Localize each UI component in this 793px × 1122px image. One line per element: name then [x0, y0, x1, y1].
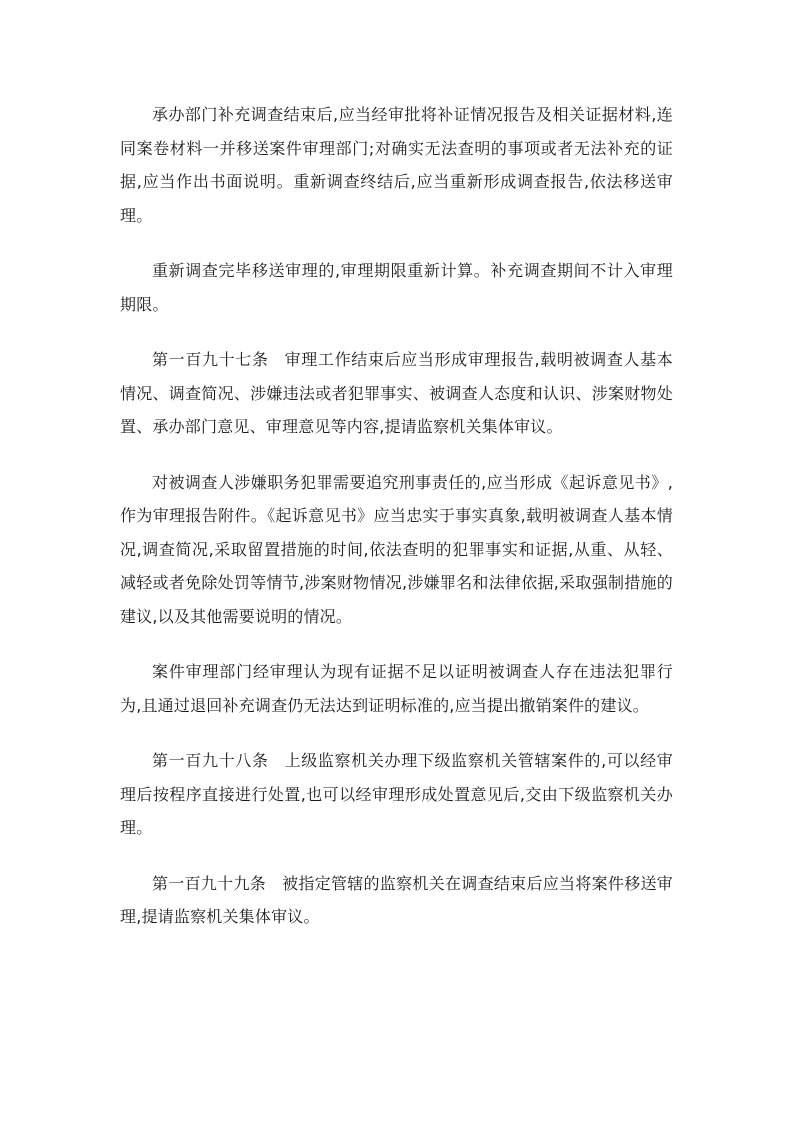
article-number: 第一百九十八条: [152, 751, 269, 770]
paragraph-2: [120, 254, 673, 321]
paragraph-text: 案件审理部门经审理认为现有证据不足以证明被调查人存在违法犯罪行为,且通过退回补充调查仍无法达到证明标准的,应当提出撤销案件的建议。: [120, 662, 673, 715]
paragraph-text: 审理工作结束后应当形成审理报告,载明被调查人基本情况、调查简况、涉嫌违法或者犯罪事实、被调查人态度和认识、涉案财物处置、承办部门意见、审理意见等内容,提请监察机关集体审议。: [120, 350, 674, 436]
paragraph-text: 上级监察机关办理下级监察机关管辖案件的,可以经审理后按程序直接进行处置,也可以经审理形成处置意见后,交由下级监察机关办理。: [120, 751, 674, 837]
article-198: [120, 744, 673, 845]
article-199: [120, 867, 673, 934]
paragraph-text: 被指定管辖的监察机关在调查结束后应当将案件移送审理,提请监察机关集体审议。: [120, 873, 673, 926]
paragraph-text: 重新调查完毕移送审理的,审理期限重新计算。补充调查期间不计入审理期限。: [120, 261, 673, 314]
paragraph-text: 承办部门补充调查结束后,应当经审批将补证情况报告及相关证据材料,连同案卷材料一并移送案件审理部门;对确实无法查明的事项或者无法补充的证据,应当作出书面说明。重新调查终结后,应当重新形成调查报告,依法移送审理。: [120, 105, 673, 225]
paragraph-5: [120, 655, 673, 722]
article-197: [120, 343, 673, 444]
paragraph-4: [120, 466, 673, 634]
article-number: 第一百九十七条: [152, 350, 269, 369]
paragraph-text: 对被调查人涉嫌职务犯罪需要追究刑事责任的,应当形成《起诉意见书》,作为审理报告附件。《起诉意见书》应当忠实于事实真象,载明被调查人基本情况,调查简况,采取留置措施的时间,依法查明的犯罪事实和证据,从重、从轻、减轻或者免除处罚等情节,涉案财物情况,涉嫌罪名和法律依据,采取强制措施的建议,以及其他需要说明的情况。: [120, 472, 673, 626]
article-number: 第一百九十九条: [152, 873, 267, 893]
paragraph-1: [120, 98, 673, 232]
